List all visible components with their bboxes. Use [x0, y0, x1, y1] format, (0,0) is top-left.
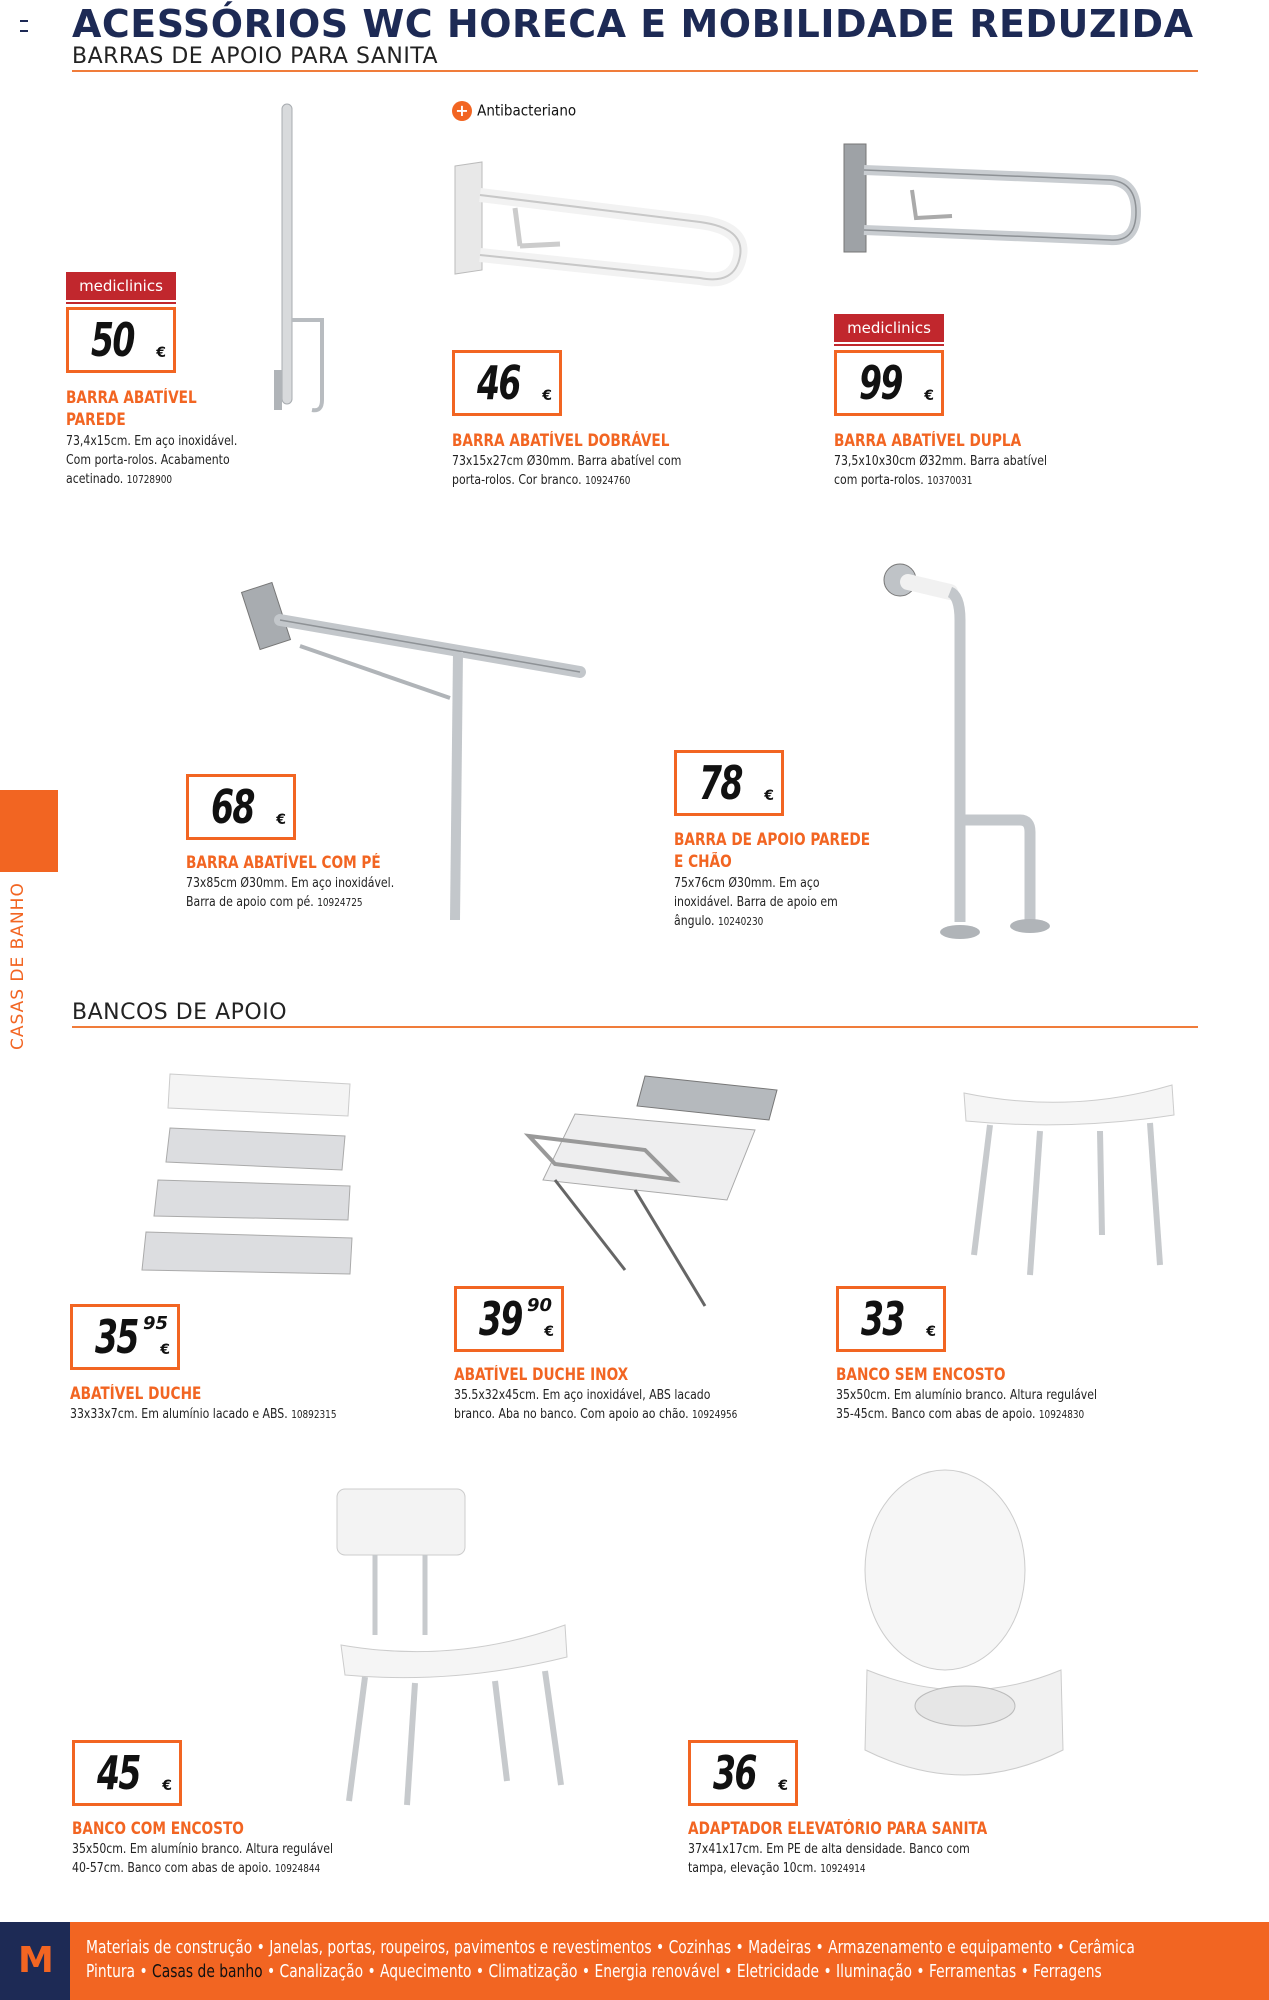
product-image-barra-parede-chao [880, 560, 1080, 950]
currency-symbol: € [924, 388, 934, 404]
product-description [674, 874, 838, 931]
logo-letter: M [18, 1940, 54, 1981]
product-name: E CHÃO [674, 852, 732, 871]
footer-nav-link[interactable]: Ferramentas [928, 1962, 1017, 1982]
price-tag [454, 1286, 564, 1352]
brand-logo [0, 1922, 70, 2000]
product-name: BARRA DE APOIO PAREDE [674, 830, 871, 849]
product-image-barra-parede [260, 100, 340, 420]
brand-badge-mediclinics: mediclinics [834, 314, 944, 344]
currency-symbol: € [160, 1342, 170, 1358]
currency-symbol: € [764, 788, 774, 804]
footer-nav-link[interactable]: Cerâmica [1069, 1938, 1135, 1958]
footer-nav-link[interactable]: Aquecimento [380, 1962, 472, 1982]
product-description [186, 874, 394, 912]
description-line: 35-45cm. Banco com abas de apoio. [836, 1406, 1036, 1422]
price-value: 39 [479, 1292, 522, 1346]
footer-nav-link[interactable]: Eletricidade [736, 1962, 820, 1982]
product-code: 10924760 [585, 474, 631, 487]
side-label: CASAS DE BANHO [8, 882, 28, 1050]
product-code: 10924725 [317, 896, 363, 909]
product-code: 10892315 [291, 1408, 337, 1421]
currency-symbol: € [156, 345, 166, 361]
price-tag [186, 774, 296, 840]
product-code: 10728900 [126, 473, 173, 486]
description-line: 35x50cm. Em alumínio branco. Altura regulável [836, 1387, 1098, 1403]
section-divider [72, 1026, 1198, 1028]
price-tag [70, 1304, 180, 1370]
price-tag [834, 350, 944, 416]
footer-nav-link[interactable]: Climatização [488, 1962, 578, 1982]
currency-symbol: € [544, 1324, 554, 1340]
description-line: 35x50cm. Em alumínio branco. Altura regulável [72, 1841, 334, 1857]
product-description [452, 452, 681, 490]
product-name: ABATÍVEL DUCHE [70, 1384, 202, 1403]
antibacterial-badge [452, 100, 576, 124]
description-line: com porta-rolos. [834, 472, 924, 488]
footer-nav-link[interactable]: Pintura [86, 1962, 136, 1982]
product-code: 10924830 [1038, 1408, 1085, 1421]
description-line: Com porta-rolos. Acabamento [66, 452, 230, 468]
product-description [72, 1840, 333, 1878]
nav-separator: • [577, 1962, 595, 1982]
product-description [688, 1840, 970, 1878]
price-decimals: 95 [143, 1313, 169, 1334]
nav-separator: • [651, 1938, 669, 1958]
product-description [454, 1386, 737, 1424]
description-line: 33x33x7cm. Em alumínio lacado e ABS. [70, 1406, 288, 1422]
price-value: 50 [91, 313, 134, 367]
nav-separator: • [911, 1962, 929, 1982]
price-tag [674, 750, 784, 816]
product-description [70, 1405, 337, 1424]
nav-separator: • [1016, 1962, 1034, 1982]
nav-separator: • [811, 1938, 829, 1958]
price-value: 45 [97, 1746, 140, 1800]
price-value: 68 [211, 780, 254, 834]
section-title-bars: BARRAS DE APOIO PARA SANITA [72, 44, 439, 69]
footer-nav-link[interactable]: Materiais de construção [86, 1938, 253, 1958]
footer-nav-link[interactable]: Madeiras [748, 1938, 812, 1958]
footer-nav-link[interactable]: Energia renovável [594, 1962, 720, 1982]
description-line: porta-rolos. Cor branco. [452, 472, 582, 488]
description-line: 75x76cm Ø30mm. Em aço [674, 875, 820, 891]
footer-nav-link[interactable]: Casas de banho [152, 1962, 263, 1982]
product-name: ADAPTADOR ELEVATÓRIO PARA SANITA [688, 1819, 988, 1838]
product-image-banco-sem-encosto [960, 1075, 1180, 1285]
nav-separator: • [252, 1938, 270, 1958]
nav-separator: • [1052, 1938, 1070, 1958]
footer-nav-link[interactable]: Iluminação [836, 1962, 912, 1982]
product-image-barra-dobravel [450, 160, 750, 300]
description-line: 73,4x15cm. Em aço inoxidável. [66, 433, 238, 449]
product-name: BARRA ABATÍVEL DUPLA [834, 431, 1022, 450]
product-name: BANCO SEM ENCOSTO [836, 1365, 1006, 1384]
currency-symbol: € [926, 1324, 936, 1340]
plus-icon: + [452, 101, 472, 121]
footer-nav-link[interactable]: Janelas, portas, roupeiros, pavimentos e revestimentos [269, 1938, 652, 1958]
footer-bar [0, 1922, 1269, 2000]
product-code: 10924844 [274, 1862, 321, 1875]
product-name: BANCO COM ENCOSTO [72, 1819, 244, 1838]
product-code: 10924914 [820, 1862, 866, 1875]
price-value: 33 [861, 1292, 904, 1346]
price-tag [66, 307, 176, 373]
price-tag [72, 1740, 182, 1806]
description-line: acetinado. [66, 471, 124, 487]
product-image-banco-com-encosto [335, 1485, 575, 1815]
description-line: inoxidável. Barra de apoio em [674, 894, 838, 910]
description-line: 40-57cm. Banco com abas de apoio. [72, 1860, 272, 1876]
product-description [834, 452, 1047, 490]
product-code: 10370031 [927, 474, 973, 487]
currency-symbol: € [276, 812, 286, 828]
product-name: PAREDE [66, 410, 126, 429]
product-description [836, 1386, 1097, 1424]
description-line: 73,5x10x30cm Ø32mm. Barra abatível [834, 453, 1047, 469]
footer-nav-link[interactable]: Ferragens [1033, 1962, 1102, 1982]
description-line: 35.5x32x45cm. Em aço inoxidável, ABS lacado [454, 1387, 711, 1403]
page-title: ACESSÓRIOS WC HORECA E MOBILIDADE REDUZIDA [72, 2, 1194, 46]
product-name: ABATÍVEL DUCHE INOX [454, 1365, 629, 1384]
section-title-benches: BANCOS DE APOIO [72, 1000, 288, 1025]
product-name: BARRA ABATÍVEL DOBRÁVEL [452, 431, 670, 450]
price-decimals: 90 [527, 1295, 553, 1316]
product-code: 10924956 [692, 1408, 738, 1421]
product-name: BARRA ABATÍVEL COM PÉ [186, 853, 381, 872]
footer-nav-row-2 [86, 1962, 1102, 1982]
side-tab [0, 790, 58, 872]
product-code: 10240230 [717, 915, 764, 928]
nav-separator: • [471, 1962, 489, 1982]
nav-separator: • [262, 1962, 280, 1982]
price-tag [836, 1286, 946, 1352]
currency-symbol: € [778, 1778, 788, 1794]
nav-separator: • [819, 1962, 837, 1982]
price-value: 78 [699, 756, 742, 810]
description-line: 37x41x17cm. Em PE de alta densidade. Banco com [688, 1841, 970, 1857]
description-line: tampa, elevação 10cm. [688, 1860, 817, 1876]
product-image-abativel-duche-inox [515, 1070, 785, 1310]
currency-symbol: € [542, 388, 552, 404]
product-image-adaptador-sanita [845, 1470, 1085, 1810]
brand-badge-mediclinics: mediclinics [66, 272, 176, 302]
footer-nav-row-1 [86, 1938, 1135, 1958]
price-value: 36 [713, 1746, 756, 1800]
menu-icon [20, 20, 28, 32]
footer-nav-link[interactable]: Canalização [279, 1962, 364, 1982]
currency-symbol: € [162, 1778, 172, 1794]
description-line: Barra de apoio com pé. [186, 894, 314, 910]
nav-separator: • [719, 1962, 737, 1982]
footer-nav-link[interactable]: Armazenamento e equipamento [828, 1938, 1053, 1958]
description-line: branco. Aba no banco. Com apoio ao chão. [454, 1406, 689, 1422]
description-line: 73x85cm Ø30mm. Em aço inoxidável. [186, 875, 395, 891]
description-line: 73x15x27cm Ø30mm. Barra abatível com [452, 453, 682, 469]
nav-separator: • [363, 1962, 381, 1982]
price-value: 35 [95, 1310, 138, 1364]
description-line: ângulo. [674, 913, 715, 929]
nav-separator: • [731, 1938, 749, 1958]
product-name: BARRA ABATÍVEL [66, 388, 197, 407]
nav-separator: • [135, 1962, 153, 1982]
product-image-abativel-duche [130, 1070, 360, 1280]
price-value: 46 [477, 356, 520, 410]
price-value: 99 [859, 356, 902, 410]
product-description [66, 432, 237, 489]
price-tag [688, 1740, 798, 1806]
antibacterial-label: Antibacteriano [477, 101, 577, 120]
product-image-barra-dupla [840, 140, 1140, 260]
footer-nav-link[interactable]: Cozinhas [668, 1938, 732, 1958]
section-divider [72, 70, 1198, 72]
price-tag [452, 350, 562, 416]
